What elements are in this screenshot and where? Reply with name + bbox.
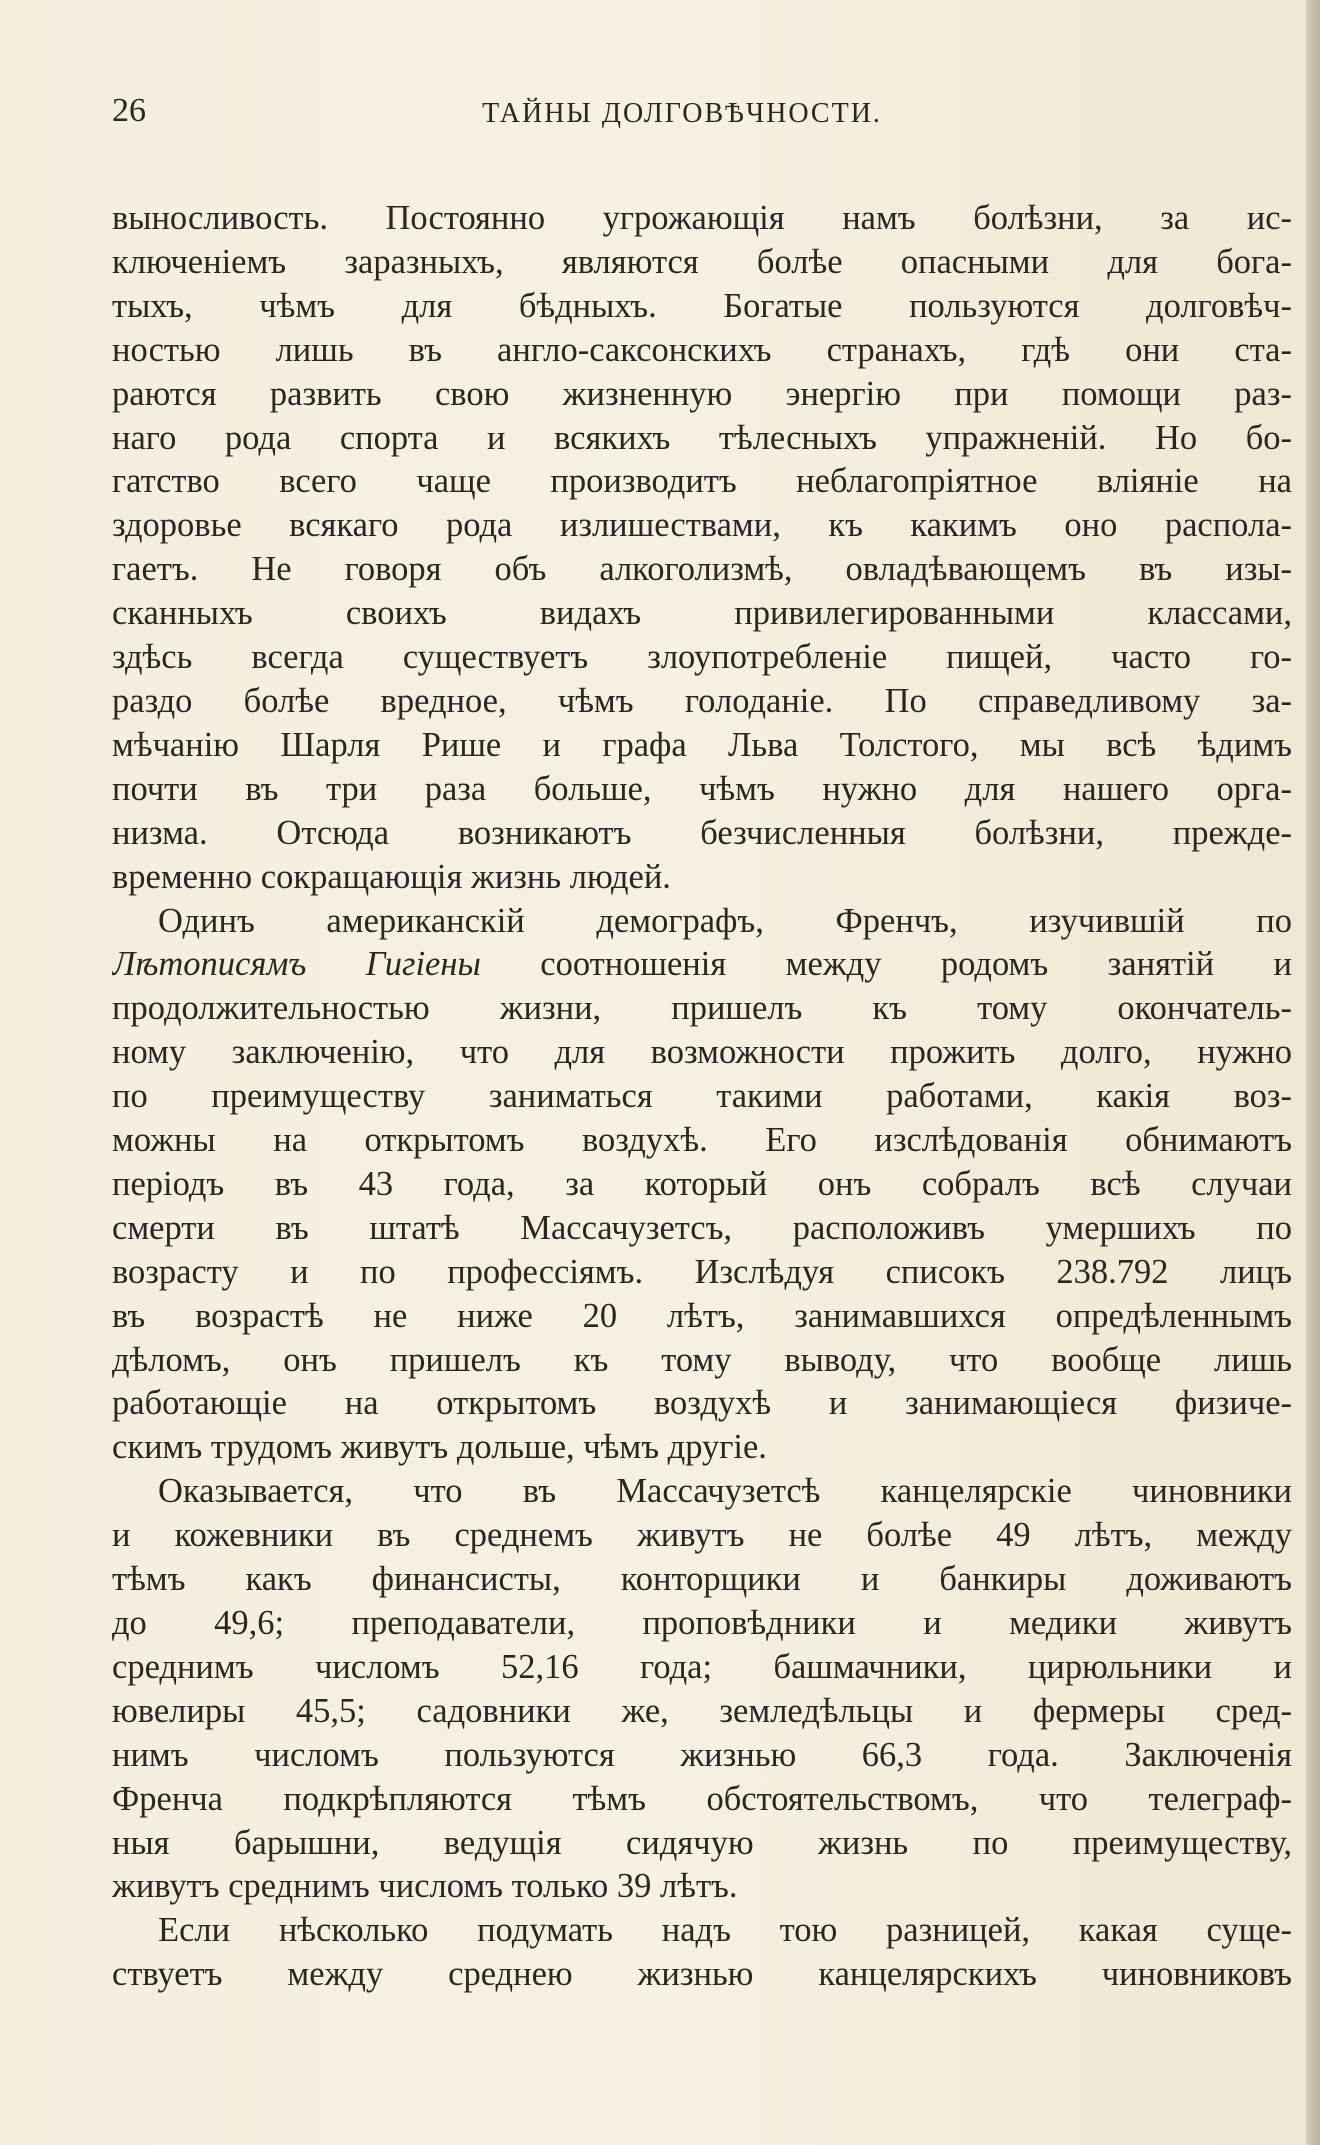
text-line: гатство всего чаще производитъ неблагопріятное вліяніе на [112, 462, 1292, 501]
text-line: ныя барышни, ведущія сидячую жизнь по преимуществу, [112, 1823, 1292, 1862]
text-line: раются развить свою жизненную энергію при помощи раз- [112, 374, 1292, 413]
text-line: живутъ среднимъ числомъ только 39 лѣтъ. [112, 1867, 738, 1906]
text-line: періодъ въ 43 года, за который онъ собралъ всѣ случаи [112, 1164, 1292, 1203]
text-line: ключеніемъ заразныхъ, являются болѣе опасными для бога- [112, 242, 1292, 281]
text-line: Одинъ американскій демографъ, Френчъ, изучившій по [158, 901, 1292, 940]
text-line: здоровье всякаго рода излишествами, къ какимъ оно распола- [112, 506, 1292, 545]
text-line: мѣчанію Шарля Рише и графа Льва Толстого, мы всѣ ѣдимъ [112, 725, 1292, 764]
journal-title: Лѣтописямъ Гигіены [112, 945, 481, 984]
text-line: работающіе на открытомъ воздухѣ и занимающіеся физиче- [112, 1384, 1292, 1423]
text-line: Оказывается, что въ Массачузетсѣ канцелярскіе чиновники [158, 1472, 1292, 1511]
text-line: Если нѣсколько подумать надъ тою разницей, какая суще- [158, 1911, 1292, 1950]
text-line: дѣломъ, онъ пришелъ къ тому выводу, что вообще лишь [112, 1340, 1292, 1379]
text-line: здѣсь всегда существуетъ злоупотребленіе пищей, часто го- [112, 638, 1292, 677]
text-line: Лѣтописямъ Гигіены соотношенія между родомъ занятій и [112, 945, 1292, 984]
running-title: ТАЙНЫ ДОЛГОВѢЧНОСТИ. [482, 98, 882, 129]
text-line: сканныхъ своихъ видахъ привилегированными классами, [112, 594, 1292, 633]
text-line: ствуетъ между среднею жизнью канцелярскихъ чиновниковъ [112, 1955, 1292, 1994]
paragraph [112, 1909, 1292, 1997]
page-header [112, 92, 1292, 142]
paragraph [112, 900, 1292, 1471]
text-line: среднимъ числомъ 52,16 года; башмачники, цирюльники и [112, 1647, 1292, 1686]
text-line: ному заключенію, что для возможности прожить долго, нужно [112, 1033, 1292, 1072]
paragraph [112, 1470, 1292, 1909]
text-line: почти въ три раза больше, чѣмъ нужно для нашего орга- [112, 769, 1292, 808]
text-line: ностью лишь въ англо-саксонскихъ странахъ, гдѣ они ста- [112, 330, 1292, 369]
text-line: до 49,6; преподаватели, проповѣдники и медики живутъ [112, 1604, 1292, 1642]
text-line: раздо болѣе вредное, чѣмъ голоданіе. По справедливому за- [112, 681, 1292, 720]
page-body [112, 197, 1292, 1997]
text-line: по преимуществу заниматься такими работами, какія воз- [112, 1077, 1292, 1116]
text-line: смерти въ штатѣ Массачузетсъ, расположивъ умершихъ по [112, 1208, 1292, 1247]
text-line: временно сокращающія жизнь людей. [112, 857, 671, 896]
text-line: въ возрастѣ не ниже 20 лѣтъ, занимавшихся опредѣленнымъ [112, 1296, 1292, 1335]
text-line: возрасту и по профессіямъ. Изслѣдуя списокъ 238.792 лицъ [112, 1252, 1292, 1291]
text-line: тыхъ, чѣмъ для бѣдныхъ. Богатые пользуются долговѣч- [112, 286, 1292, 325]
text-line: гаетъ. Не говоря объ алкоголизмѣ, овладѣвающемъ въ изы- [112, 550, 1292, 589]
text-line: наго рода спорта и всякихъ тѣлесныхъ упражненій. Но бо- [112, 418, 1292, 457]
text-line: выносливость. Постоянно угрожающія намъ болѣзни, за ис- [112, 199, 1292, 237]
text-line: тѣмъ какъ финансисты, конторщики и банкиры доживаютъ [112, 1560, 1292, 1599]
text-line: скимъ трудомъ живутъ дольше, чѣмъ другіе. [112, 1428, 767, 1467]
text-line: Френча подкрѣпляются тѣмъ обстоятельствомъ, что телеграф- [112, 1779, 1292, 1818]
paragraph [112, 197, 1292, 900]
text-line: низма. Отсюда возникаютъ безчисленныя болѣзни, прежде- [112, 813, 1292, 852]
page-number: 26 [112, 92, 146, 129]
text-line: ювелиры 45,5; садовники же, земледѣльцы и фермеры сред- [112, 1691, 1292, 1730]
page-edge [1306, 0, 1320, 2145]
text-line: можны на открытомъ воздухѣ. Его изслѣдованія обнимаютъ [112, 1121, 1292, 1160]
text-line: продолжительностью жизни, пришелъ къ тому окончатель- [112, 989, 1292, 1028]
text-line: нимъ числомъ пользуются жизнью 66,3 года. Заключенія [112, 1735, 1292, 1774]
text-line: и кожевники въ среднемъ живутъ не болѣе 49 лѣтъ, между [112, 1516, 1292, 1555]
